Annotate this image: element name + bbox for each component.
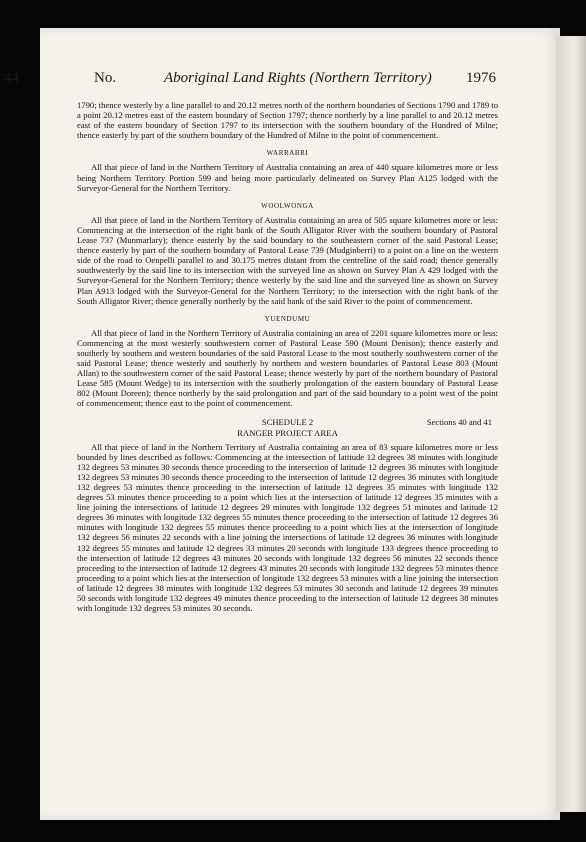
page-number: 44 <box>4 70 19 86</box>
schedule-header <box>77 417 498 428</box>
schedule-label: SCHEDULE 2 <box>261 416 314 427</box>
section-heading-woolwonga: WOOLWONGA <box>261 201 314 210</box>
act-number-label: No. <box>94 70 117 86</box>
page-edge <box>556 36 586 812</box>
intro-paragraph: 1790; thence westerly by a line parallel to and 20.12 metres north of the northern boundaries of Sections 1790 and 1789 to a point 20.12 metres east of the eastern boundary of Section 1797; thence northerly by a line parallel to and 20.12 metres east of the eastern boundary of Section 1797 to its intersection with the southern boundary of the Hundred of Milne; thence easterly by part of the southern boundary of the Hundred of Milne to the point of commencement. <box>77 100 498 141</box>
page-body <box>77 100 498 613</box>
section-text-yuendumu: All that piece of land in the Northern Territory of Australia containing an area of 2201 square kilometres more or less: Commencing at the most westerly southwestern corner of Pastoral Lease 590 (Mount Denison); thence easterly and southerly by southern and western boundaries of the said Pastoral Lease to the most southerly southwestern corner of the said Pastoral Lease; thence westerly and southerly by northern and western boundaries of Pastoral Lease 803 (Mount Allan) to the southwestern corner of the said Pastoral Lease; thence westerly by part of the northern boundary of Pastoral Lease 585 (Mount Wedge) to its intersection with the southerly prolongation of the eastern boundary of Pastoral Lease 802 (Mount Doreen); thence northerly by the said prolongation and part of the said boundary to a point west of the point of commencement; thence east to the point of commencement. <box>77 327 498 409</box>
section-heading-warrabri: WARRABRI <box>266 149 309 158</box>
section-heading-yuendumu: YUENDUMU <box>264 314 311 323</box>
schedule-sections-ref: Sections 40 and 41 <box>426 416 492 427</box>
page-header <box>4 70 504 90</box>
section-text-warrabri: All that piece of land in the Northern Territory of Australia containing an area of 440 square kilometres more or less being Northern Territory Portion 599 and being more particularly delineated on Survey Plan A125 lodged with the Surveyor-General for the Northern Territory. <box>77 162 498 193</box>
schedule-title: RANGER PROJECT AREA <box>236 427 339 438</box>
act-year: 1976 <box>466 70 496 86</box>
section-text-woolwonga: All that piece of land in the Northern Territory of Australia containing an area of 505 square kilometres more or less: Commencing at the intersection of the right bank of the South Alligator River with the southern boundary of Pastoral Lease 737 (Munmarlary); thence easterly by the said boundary to the southeastern corner of the said Pastoral Lease; thence easterly by part of the southern boundary of Pastoral Lease 739 (Mudginberri) to a point on a line on the western side of the road to Oenpelli parallel to and 30.175 metres distant from the centreline of the said road; thence generally southwesterly by the said line to its intersection with the surveyed line as shown on Survey Plan A 429 lodged with the Surveyor-General for the Northern Territory; thence westerly by the said line and the surveyed line as shown on Survey Plan A913 lodged with the Surveyor-General for the Northern Territory; to the intersection with the right bank of the South Alligator River; thence generally northerly by the said bank of the said River to the point of commencement. <box>77 214 498 306</box>
schedule-text: All that piece of land in the Northern Territory of Australia containing an area of 83 square kilometres more or less bounded by lines described as follows: Commencing at the intersection of latitude 12 degrees 38 minutes with longitude 132 degrees 53 minutes 30 seconds thence proceeding to the intersection of latitude 12 degrees 36 minutes with longitude 132 degrees 53 minutes 30 seconds thence proceeding to the intersection of latitude 12 degrees 36 minutes with longitude 132 degrees 53 minutes thence proceeding to the intersection of latitude 12 degrees 35 minutes with longitude 132 degrees 53 minutes thence proceeding to a point which lies at the intersection of latitude 12 degrees 35 minutes with a line joining the intersections of latitude 12 degrees 29 minutes with longitude 132 degrees 51 minutes and latitude 12 degrees 36 minutes with longitude 132 degrees 55 minutes thence proceeding to the intersection of latitude 12 degrees 36 minutes with longitude 132 degrees 55 minutes thence proceeding to a point which lies at the intersection of longitude 132 degrees 56 minutes 22 seconds with a line joining the intersections of latitude 12 degrees 36 minutes with longitude 132 degrees 55 minutes and latitude 12 degrees 33 minutes 20 seconds with longitude 133 degrees thence proceeding to the intersection of latitude 12 degrees 43 minutes 20 seconds with longitude 132 degrees 56 minutes 22 seconds thence proceeding to the intersection of latitude 12 degrees 43 minutes 20 seconds with longitude 132 degrees 53 minutes thence proceeding to a point which lies at the intersection of longitude 132 degrees 53 minutes with a line joining the intersection of latitude 12 degrees 38 minutes with longitude 132 degrees 53 minutes 30 seconds and latitude 12 degrees 39 minutes 50 seconds with longitude 132 degrees 49 minutes thence proceeding to the intersection of latitude 12 degrees 38 minutes with longitude 132 degrees 53 minutes 30 seconds. <box>77 441 498 614</box>
act-title: Aboriginal Land Rights (Northern Territory) <box>164 70 432 86</box>
